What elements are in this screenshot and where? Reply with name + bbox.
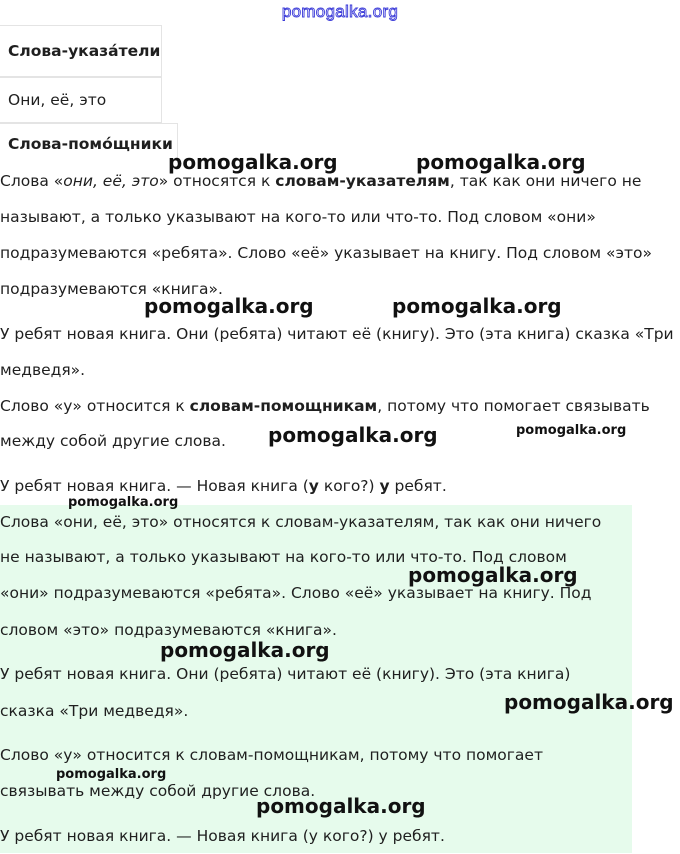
- watermark: pomogalka.org: [56, 767, 167, 782]
- s2-paragraph-1-line-1: Слова «они, её, это» относятся к словам-указателям, так как они ничего: [0, 513, 602, 531]
- watermark: pomogalka.org: [416, 150, 586, 174]
- watermark: pomogalka.org: [144, 294, 314, 318]
- s2-paragraph-4: У ребят новая книга. — Новая книга (у кого?) у ребят.: [0, 827, 445, 845]
- table-header-pointer-words: Слова-указáтели: [0, 25, 162, 77]
- watermark: pomogalka.org: [408, 563, 578, 587]
- text: » относятся к: [158, 172, 276, 190]
- text: , так как они ничего не: [449, 172, 642, 190]
- watermark: pomogalka.org: [168, 150, 338, 174]
- watermark: pomogalka.org: [268, 423, 438, 447]
- s2-paragraph-1-line-3: «они» подразумеваются «ребята». Слово «её» указывает на книгу. Под: [0, 584, 592, 602]
- watermark: pomogalka.org: [160, 638, 330, 662]
- watermark: pomogalka.org: [68, 495, 179, 510]
- text: , потому что помогает связывать: [377, 397, 650, 415]
- watermark: pomogalka.org: [516, 423, 627, 438]
- header-watermark: pomogalka.org: [281, 2, 399, 21]
- s2-paragraph-2-line-2: сказка «Три медведя».: [0, 702, 189, 720]
- table-cell-pointer-words: Они, её, это: [0, 77, 162, 123]
- watermark: pomogalka.org: [256, 794, 426, 818]
- s1-paragraph-2-line-2: медведя».: [0, 361, 86, 379]
- s1-paragraph-1-line-2: называют, а только указывают на кого-то или что-то. Под словом «они»: [0, 208, 596, 226]
- s2-paragraph-2-line-1: У ребят новая книга. Они (ребята) читают её (книгу). Это (эта книга): [0, 665, 571, 683]
- watermark: pomogalka.org: [504, 690, 674, 714]
- s2-paragraph-3-line-2: связывать между собой другие слова.: [0, 782, 316, 800]
- s1-paragraph-2-line-1: У ребят новая книга. Они (ребята) читают её (книгу). Это (эта книга) сказка «Три: [0, 325, 674, 343]
- s2-paragraph-3-line-1: Слово «у» относится к словам-помощникам, потому что помогает: [0, 746, 543, 764]
- s1-paragraph-1-line-3: подразумеваются «ребята». Слово «её» указывает на книгу. Под словом «это»: [0, 244, 652, 262]
- text-bold: словам-помощникам: [189, 397, 378, 415]
- text: У ребят новая книга. — Новая книга (: [0, 477, 309, 495]
- text-bold: у: [308, 477, 319, 495]
- s1-paragraph-3-line-1: [0, 388, 680, 424]
- s1-paragraph-3-line-2: между собой другие слова.: [0, 432, 226, 450]
- text: Слова «: [0, 172, 64, 190]
- text: Слово «у» относится к: [0, 397, 190, 415]
- s2-paragraph-1-line-4: словом «это» подразумеваются «книга».: [0, 621, 337, 639]
- watermark: pomogalka.org: [392, 294, 562, 318]
- s2-paragraph-1-line-2: не называют, а только указывают на кого-то или что-то. Под словом: [0, 548, 567, 566]
- text-bold: у: [379, 477, 390, 495]
- text: кого?): [318, 477, 380, 495]
- text: ребят.: [389, 477, 447, 495]
- text-italic: они, её, это: [63, 172, 159, 190]
- text-bold: словам-указателям: [275, 172, 450, 190]
- s1-paragraph-1-line-4: подразумеваются «книга».: [0, 280, 223, 298]
- table-header-helper-words: Слова-помóщники: [0, 123, 178, 163]
